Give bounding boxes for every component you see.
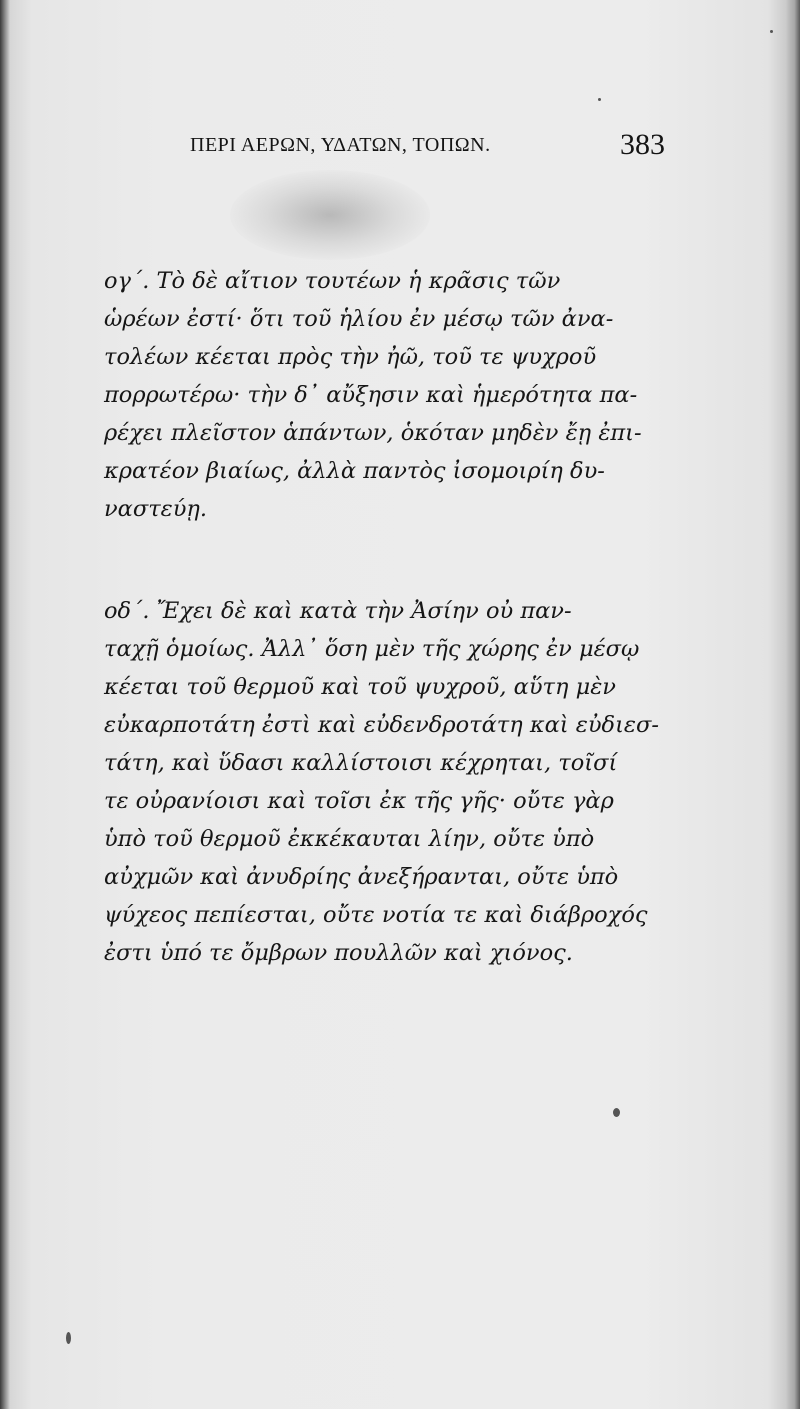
text-line: ναστεύῃ. xyxy=(104,496,208,522)
paragraph-gap xyxy=(104,528,694,592)
paper-speck xyxy=(613,1108,620,1117)
text-line: ρέχει πλεῖστον ἁπάντων, ὁκόταν μηδὲν ἔῃ ἐπι- xyxy=(104,420,642,446)
page-left-edge-shadow xyxy=(0,0,10,1409)
paper-speck xyxy=(598,98,601,101)
text-line: πορρωτέρω· τὴν δ᾽ αὔξησιν καὶ ἡμερότητα πα- xyxy=(104,382,638,408)
running-title: ΠΕΡΙ ΑΕΡΩΝ, ΥΔΑΤΩΝ, ΤΟΠΩΝ. xyxy=(190,134,491,156)
page-right-edge-shadow xyxy=(786,0,800,1409)
text-line: κέεται τοῦ θερμοῦ καὶ τοῦ ψυχροῦ, αὕτη μὲν xyxy=(104,674,616,700)
paper-speck xyxy=(66,1332,71,1344)
text-line: κρατέον βιαίως, ἀλλὰ παντὸς ἰσομοιρίη δυ- xyxy=(104,458,605,484)
body-text xyxy=(104,262,694,972)
ink-smudge xyxy=(230,170,430,260)
text-line: ὡρέων ἐστί· ὅτι τοῦ ἡλίου ἐν μέσῳ τῶν ἀνα- xyxy=(104,306,614,332)
text-line: οδ΄. Ἔχει δὲ καὶ κατὰ τὴν Ἀσίην οὐ παν- xyxy=(104,598,572,624)
text-line: τολέων κέεται πρὸς τὴν ἠῶ, τοῦ τε ψυχροῦ xyxy=(104,344,597,370)
text-line: εὐκαρποτάτη ἐστὶ καὶ εὐδενδροτάτη καὶ εὐδιεσ- xyxy=(104,712,659,738)
text-line: αὐχμῶν καὶ ἀνυδρίης ἀνεξήρανται, οὔτε ὑπὸ xyxy=(104,864,619,890)
text-line: ογ΄. Τὸ δὲ αἴτιον τουτέων ἡ κρᾶσις τῶν xyxy=(104,268,561,294)
text-line: τε οὐρανίοισι καὶ τοῖσι ἐκ τῆς γῆς· οὔτε γὰρ xyxy=(104,788,614,814)
text-line: ψύχεος πεπίεσται, οὔτε νοτία τε καὶ διάβροχός xyxy=(104,902,648,928)
text-line: ὑπὸ τοῦ θερμοῦ ἐκκέκαυται λίην, οὔτε ὑπὸ xyxy=(104,826,595,852)
paragraph-74 xyxy=(104,592,694,972)
page-number: 383 xyxy=(620,128,665,161)
text-line: ἐστι ὑπό τε ὄμβρων πουλλῶν καὶ χιόνος. xyxy=(104,940,573,966)
paragraph-73 xyxy=(104,262,694,528)
paper-speck xyxy=(770,30,773,33)
page-header xyxy=(190,128,690,172)
text-line: ταχῇ ὁμοίως. Ἀλλ᾽ ὅση μὲν τῆς χώρης ἐν μέσῳ xyxy=(104,636,640,662)
text-line: τάτη, καὶ ὕδασι καλλίστοισι κέχρηται, τοῖσί xyxy=(104,750,618,776)
